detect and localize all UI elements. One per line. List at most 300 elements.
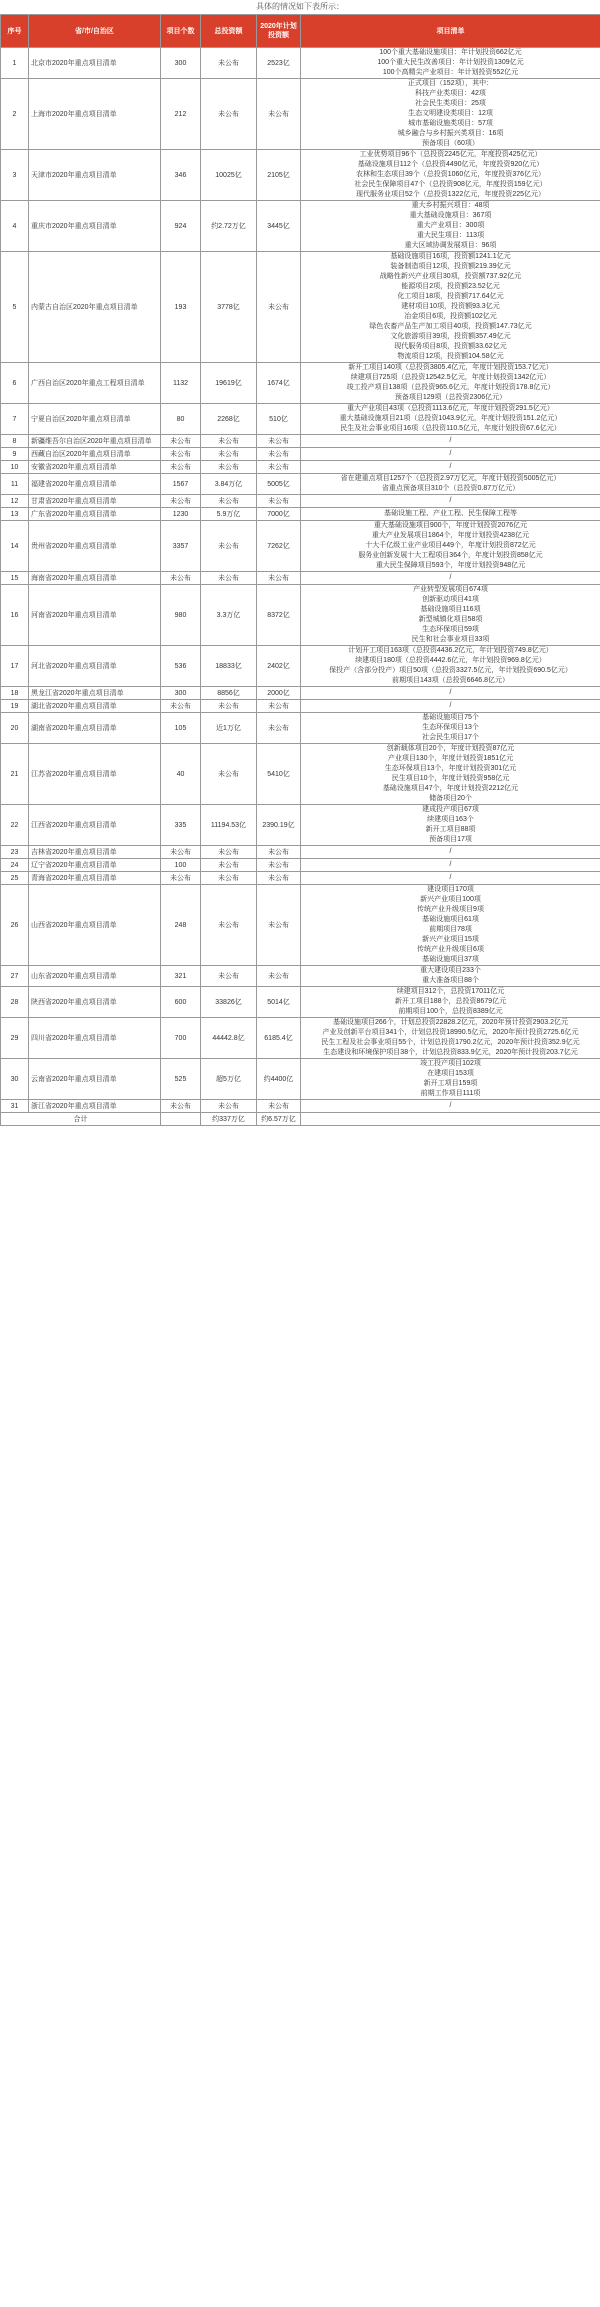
table-row xyxy=(1,687,600,700)
row-project-list xyxy=(301,150,600,201)
table-row xyxy=(1,461,600,474)
total-label: 合计 xyxy=(1,1113,161,1126)
project-list-item: 基础设施项目112个（总投资4490亿元，年度投资920亿元） xyxy=(357,161,544,168)
project-list-item: 传统产业升级项目9项 xyxy=(417,906,484,913)
project-list-item: 重大建设项目233个 xyxy=(420,967,481,974)
project-list-item: 产业项目130个，年度计划投资1851亿元 xyxy=(387,755,514,762)
row-plan-investment: 未公布 xyxy=(257,252,301,363)
row-total-investment: 未公布 xyxy=(201,700,257,713)
project-list-item: / xyxy=(449,874,452,881)
row-project-count: 300 xyxy=(161,687,201,700)
row-province-name: 广东省2020年重点项目清单 xyxy=(29,508,161,521)
project-list-item: 省在建重点项目1257个（总投资2.97万亿元，年度计划投资5005亿元） xyxy=(340,475,561,482)
row-project-count: 未公布 xyxy=(161,572,201,585)
row-project-count: 248 xyxy=(161,885,201,966)
project-list-item: 冶金项目6项，投资额102亿元 xyxy=(404,313,497,320)
project-list-item: 前期工作项目111项 xyxy=(420,1090,481,1097)
row-total-investment: 未公布 xyxy=(201,846,257,859)
row-plan-investment: 1674亿 xyxy=(257,363,301,404)
total-row xyxy=(1,1113,600,1126)
row-seq: 28 xyxy=(1,987,29,1018)
project-list-item: 省重点预备项目310个（总投资0.87万亿元） xyxy=(381,485,520,492)
project-list-item: 续建项目312个，总投资17011亿元 xyxy=(396,988,505,995)
table-row xyxy=(1,1100,600,1113)
row-project-count: 3357 xyxy=(161,521,201,572)
row-total-investment: 44442.8亿 xyxy=(201,1018,257,1059)
row-plan-investment: 8372亿 xyxy=(257,585,301,646)
project-list-item: 新兴产业项目15项 xyxy=(422,936,479,943)
row-project-count: 未公布 xyxy=(161,846,201,859)
row-province-name: 重庆市2020年重点项目清单 xyxy=(29,201,161,252)
row-plan-investment: 5410亿 xyxy=(257,744,301,805)
row-plan-investment: 3445亿 xyxy=(257,201,301,252)
project-list-item: / xyxy=(449,450,452,457)
row-project-list xyxy=(301,363,600,404)
project-list-item: 农林和生态项目39个（总投资1060亿元，年度投资376亿元） xyxy=(355,171,546,178)
row-project-count: 1230 xyxy=(161,508,201,521)
table-body xyxy=(1,48,600,1113)
row-project-count: 100 xyxy=(161,859,201,872)
row-province-name: 广西自治区2020年重点工程项目清单 xyxy=(29,363,161,404)
project-list-item: 重大基础设施项目21项（总投资1043.9亿元，年度计划投资151.2亿元） xyxy=(339,415,562,422)
project-list-item: / xyxy=(449,497,452,504)
project-list-item: 现代服务业项目52个（总投资1322亿元，年度投资225亿元） xyxy=(355,191,546,198)
table-row xyxy=(1,646,600,687)
row-seq: 22 xyxy=(1,805,29,846)
row-province-name: 湖南省2020年重点项目清单 xyxy=(29,713,161,744)
row-project-count: 525 xyxy=(161,1059,201,1100)
project-list-item: 前期项目100个，总投资8389亿元 xyxy=(398,1008,503,1015)
row-total-investment: 未公布 xyxy=(201,859,257,872)
project-list-item: 工业优势项目96个（总投资2245亿元，年度投资425亿元） xyxy=(359,151,542,158)
project-list-item: 现代服务项目8项，投资额33.62亿元 xyxy=(394,343,507,350)
row-plan-investment: 未公布 xyxy=(257,966,301,987)
row-project-list xyxy=(301,572,600,585)
table-row xyxy=(1,79,600,150)
project-list-item: 产业转型发展项目674项 xyxy=(413,586,488,593)
project-list-item: 基础设施工程、产业工程、民生保障工程等 xyxy=(384,510,517,517)
row-project-list xyxy=(301,859,600,872)
row-project-list xyxy=(301,404,600,435)
table-row xyxy=(1,521,600,572)
row-plan-investment: 未公布 xyxy=(257,713,301,744)
row-total-investment: 8856亿 xyxy=(201,687,257,700)
row-plan-investment: 未公布 xyxy=(257,1100,301,1113)
row-plan-investment: 未公布 xyxy=(257,448,301,461)
row-province-name: 黑龙江省2020年重点项目清单 xyxy=(29,687,161,700)
table-row xyxy=(1,508,600,521)
row-total-investment: 5.9万亿 xyxy=(201,508,257,521)
row-plan-investment: 2390.19亿 xyxy=(257,805,301,846)
project-list-item: 计划开工项目163项（总投资4436.2亿元，年计划投资749.8亿元） xyxy=(348,647,553,654)
table-row xyxy=(1,700,600,713)
project-list-item: 在建项目153项 xyxy=(427,1070,474,1077)
row-project-list xyxy=(301,687,600,700)
row-project-list xyxy=(301,885,600,966)
row-seq: 30 xyxy=(1,1059,29,1100)
row-seq: 1 xyxy=(1,48,29,79)
project-list-item: 新开工项目159项 xyxy=(423,1080,478,1087)
table-row xyxy=(1,805,600,846)
row-project-count: 未公布 xyxy=(161,435,201,448)
row-province-name: 宁夏自治区2020年重点项目清单 xyxy=(29,404,161,435)
project-list-item: 社会民生保障项目47个（总投资908亿元，年度投资159亿元） xyxy=(354,181,547,188)
row-plan-investment: 510亿 xyxy=(257,404,301,435)
row-project-count: 600 xyxy=(161,987,201,1018)
project-list-item: 民生项目10个，年度计划投资958亿元 xyxy=(391,775,510,782)
row-total-investment: 近1万亿 xyxy=(201,713,257,744)
row-total-investment: 未公布 xyxy=(201,1100,257,1113)
project-list-item: / xyxy=(449,1102,452,1109)
row-province-name: 山西省2020年重点项目清单 xyxy=(29,885,161,966)
row-total-investment: 33826亿 xyxy=(201,987,257,1018)
table-row xyxy=(1,252,600,363)
project-list-item: 生态环保项目13个，年度计划投资301亿元 xyxy=(384,765,517,772)
province-key-projects-table xyxy=(0,14,600,1126)
project-list-item: 创新载体项目20个，年度计划投资87亿元 xyxy=(386,745,515,752)
row-project-count: 980 xyxy=(161,585,201,646)
row-seq: 27 xyxy=(1,966,29,987)
project-list-item: 重大基础设施项目900个，年度计划投资2076亿元 xyxy=(373,522,528,529)
row-province-name: 浙江省2020年重点项目清单 xyxy=(29,1100,161,1113)
table-row xyxy=(1,885,600,966)
project-list-item: 重大区域协调发展项目：96项 xyxy=(404,242,497,249)
row-project-count: 346 xyxy=(161,150,201,201)
row-province-name: 江西省2020年重点项目清单 xyxy=(29,805,161,846)
table-row xyxy=(1,1059,600,1100)
row-province-name: 四川省2020年重点项目清单 xyxy=(29,1018,161,1059)
row-total-investment: 未公布 xyxy=(201,872,257,885)
project-list-item: 传统产业升级项目6项 xyxy=(417,946,484,953)
row-province-name: 山东省2020年重点项目清单 xyxy=(29,966,161,987)
row-project-count: 924 xyxy=(161,201,201,252)
table-row xyxy=(1,201,600,252)
project-list-item: 社会民生类项目：25项 xyxy=(415,100,486,107)
project-list-item: / xyxy=(449,848,452,855)
project-list-item: 新兴产业项目100项 xyxy=(420,896,481,903)
row-project-list xyxy=(301,495,600,508)
row-project-count: 335 xyxy=(161,805,201,846)
row-seq: 16 xyxy=(1,585,29,646)
project-list-item: 生态环保项目13个 xyxy=(422,724,479,731)
project-list-item: 生态建设和环境保护项目38个，计划总投资833.9亿元，2020年预计投资203.7亿元 xyxy=(323,1049,578,1056)
row-seq: 26 xyxy=(1,885,29,966)
row-seq: 20 xyxy=(1,713,29,744)
row-total-investment: 未公布 xyxy=(201,572,257,585)
row-seq: 17 xyxy=(1,646,29,687)
row-project-list xyxy=(301,508,600,521)
project-list-item: 创新驱动项目41项 xyxy=(422,596,479,603)
row-total-investment: 19619亿 xyxy=(201,363,257,404)
row-seq: 4 xyxy=(1,201,29,252)
row-project-list xyxy=(301,805,600,846)
row-project-list xyxy=(301,846,600,859)
project-list-item: 新开工项目188个，总投资8679亿元 xyxy=(394,998,507,1005)
table-row xyxy=(1,872,600,885)
project-list-item: 100个重大民生改善项目：年计划投资1309亿元 xyxy=(377,59,524,66)
header-list: 项目清单 xyxy=(301,15,600,48)
row-plan-investment: 6185.4亿 xyxy=(257,1018,301,1059)
row-total-investment: 未公布 xyxy=(201,435,257,448)
row-plan-investment: 2000亿 xyxy=(257,687,301,700)
row-plan-investment: 未公布 xyxy=(257,859,301,872)
row-province-name: 江苏省2020年重点项目清单 xyxy=(29,744,161,805)
row-project-list xyxy=(301,700,600,713)
row-seq: 2 xyxy=(1,79,29,150)
row-project-count: 80 xyxy=(161,404,201,435)
row-project-list xyxy=(301,966,600,987)
row-seq: 10 xyxy=(1,461,29,474)
table-row xyxy=(1,495,600,508)
row-seq: 14 xyxy=(1,521,29,572)
project-list-item: 绿色农畜产品生产加工项目40项，投资额147.73亿元 xyxy=(369,323,532,330)
row-project-count: 未公布 xyxy=(161,495,201,508)
total-count xyxy=(161,1113,201,1126)
project-list-item: 基础设施项目75个 xyxy=(422,714,479,721)
row-seq: 3 xyxy=(1,150,29,201)
table-row xyxy=(1,744,600,805)
row-project-list xyxy=(301,872,600,885)
row-plan-investment: 7000亿 xyxy=(257,508,301,521)
row-project-count: 1567 xyxy=(161,474,201,495)
table-row xyxy=(1,585,600,646)
row-project-list xyxy=(301,79,600,150)
row-project-count: 212 xyxy=(161,79,201,150)
row-total-investment: 3.84万亿 xyxy=(201,474,257,495)
row-plan-investment: 未公布 xyxy=(257,461,301,474)
row-province-name: 天津市2020年重点项目清单 xyxy=(29,150,161,201)
project-list-item: 重大准备项目88个 xyxy=(422,977,479,984)
row-project-list xyxy=(301,474,600,495)
row-total-investment: 18833亿 xyxy=(201,646,257,687)
row-plan-investment: 未公布 xyxy=(257,435,301,448)
project-list-item: 产业及创新平台项目341个，计划总投资18990.5亿元，2020年预计投资2725.6亿元 xyxy=(322,1029,579,1036)
row-total-investment: 约2.72万亿 xyxy=(201,201,257,252)
row-project-list xyxy=(301,252,600,363)
total-list xyxy=(301,1113,600,1126)
project-list-item: 竣工投产项目138项（总投资965.6亿元，年度计划投资178.8亿元） xyxy=(346,384,555,391)
row-plan-investment: 2402亿 xyxy=(257,646,301,687)
row-province-name: 西藏自治区2020年重点项目清单 xyxy=(29,448,161,461)
row-total-investment: 未公布 xyxy=(201,448,257,461)
project-list-item: 预备项目129项（总投资2306亿元） xyxy=(394,394,507,401)
project-list-item: 新型城镇化项目58项 xyxy=(418,616,483,623)
table-row xyxy=(1,713,600,744)
table-row xyxy=(1,859,600,872)
project-list-item: 建材项目10项，投资额93.3亿元 xyxy=(401,303,500,310)
row-project-count: 未公布 xyxy=(161,448,201,461)
header-count: 项目个数 xyxy=(161,15,201,48)
row-plan-investment: 未公布 xyxy=(257,700,301,713)
project-list-item: 物流项目12项，投资额104.58亿元 xyxy=(397,353,504,360)
project-list-item: 十大千亿级工业产业项目449个，年度计划投资872亿元 xyxy=(365,542,536,549)
project-list-item: 预备项目17项 xyxy=(429,836,472,843)
project-list-item: 科技产业类项目：42项 xyxy=(415,90,486,97)
row-province-name: 辽宁省2020年重点项目清单 xyxy=(29,859,161,872)
row-total-investment: 11194.53亿 xyxy=(201,805,257,846)
header-seq: 序号 xyxy=(1,15,29,48)
project-list-item: 社会民生项目17个 xyxy=(422,734,479,741)
project-list-item: / xyxy=(449,574,452,581)
row-plan-investment: 未公布 xyxy=(257,872,301,885)
project-list-item: 新开工项目140项（总投资3805.4亿元，年度计划投资153.7亿元） xyxy=(348,364,553,371)
project-list-item: 民生及社会事业项目16项（总投资110.5亿元，年度计划投资67.6亿元） xyxy=(340,425,561,432)
project-list-item: 100个高精尖产业项目：年计划投资552亿元 xyxy=(382,69,519,76)
row-plan-investment: 未公布 xyxy=(257,79,301,150)
project-list-item: 基础设施项目37项 xyxy=(422,956,479,963)
row-seq: 25 xyxy=(1,872,29,885)
row-project-list xyxy=(301,987,600,1018)
row-total-investment: 10025亿 xyxy=(201,150,257,201)
table-row xyxy=(1,435,600,448)
row-seq: 6 xyxy=(1,363,29,404)
row-seq: 24 xyxy=(1,859,29,872)
project-list-item: 重大民生项目：113项 xyxy=(416,232,485,239)
project-list-item: / xyxy=(449,463,452,470)
row-province-name: 吉林省2020年重点项目清单 xyxy=(29,846,161,859)
row-seq: 29 xyxy=(1,1018,29,1059)
row-seq: 18 xyxy=(1,687,29,700)
project-list-item: 重大产业项目：300项 xyxy=(416,222,485,229)
project-list-item: 续建项目180项（总投资4442.6亿元，年计划投资969.8亿元） xyxy=(355,657,546,664)
row-plan-investment: 2105亿 xyxy=(257,150,301,201)
row-seq: 15 xyxy=(1,572,29,585)
project-list-item: 建成投产项目67项 xyxy=(422,806,479,813)
project-list-item: 100个重大基础设施项目：年计划投资662亿元 xyxy=(379,49,522,56)
table-row xyxy=(1,363,600,404)
row-province-name: 陕西省2020年重点项目清单 xyxy=(29,987,161,1018)
row-total-investment: 3.3万亿 xyxy=(201,585,257,646)
project-list-item: 文化旅游项目39项，投资额357.49亿元 xyxy=(390,333,511,340)
row-plan-investment: 2523亿 xyxy=(257,48,301,79)
row-total-investment: 超5万亿 xyxy=(201,1059,257,1100)
row-seq: 31 xyxy=(1,1100,29,1113)
header-province: 省/市/自治区 xyxy=(29,15,161,48)
project-list-item: 重大产业项目43项（总投资1113.6亿元，年度计划投资291.5亿元） xyxy=(347,405,554,412)
project-list-item: 重大基础设施项目：367项 xyxy=(409,212,492,219)
project-list-item: 续建项目163个 xyxy=(427,816,474,823)
row-province-name: 湖北省2020年重点项目清单 xyxy=(29,700,161,713)
project-list-item: 城市基础设施类项目：57项 xyxy=(408,120,493,127)
row-province-name: 新疆维吾尔自治区2020年重点项目清单 xyxy=(29,435,161,448)
table-row xyxy=(1,48,600,79)
project-list-item: 重大民生保障项目593个，年度计划投资948亿元 xyxy=(375,562,526,569)
row-project-list xyxy=(301,585,600,646)
project-list-item: 战略性新兴产业项目30项，投资额737.92亿元 xyxy=(379,273,522,280)
row-total-investment: 未公布 xyxy=(201,461,257,474)
project-list-item: 生态环保项目59项 xyxy=(422,626,479,633)
project-list-item: 服务业创新发展十大工程项目364个，年度计划投资858亿元 xyxy=(358,552,543,559)
row-plan-investment: 未公布 xyxy=(257,846,301,859)
row-project-count: 40 xyxy=(161,744,201,805)
project-list-item: 储备项目20个 xyxy=(429,795,472,802)
row-project-list xyxy=(301,435,600,448)
project-list-item: 重大产业发展项目1864个，年度计划投资4238亿元 xyxy=(371,532,530,539)
row-project-count: 193 xyxy=(161,252,201,363)
row-seq: 8 xyxy=(1,435,29,448)
row-project-list xyxy=(301,201,600,252)
project-list-item: 民生和社会事业项目33项 xyxy=(411,636,490,643)
row-plan-investment: 5014亿 xyxy=(257,987,301,1018)
project-list-item: / xyxy=(449,702,452,709)
row-plan-investment: 约4400亿 xyxy=(257,1059,301,1100)
table-row xyxy=(1,448,600,461)
row-project-list xyxy=(301,1100,600,1113)
project-list-item: 预备项目（60项） xyxy=(422,140,479,147)
project-list-item: 新开工项目88项 xyxy=(425,826,476,833)
row-province-name: 上海市2020年重点项目清单 xyxy=(29,79,161,150)
project-list-item: 能源项目2项，投资额23.52亿元 xyxy=(401,283,500,290)
row-seq: 13 xyxy=(1,508,29,521)
row-seq: 23 xyxy=(1,846,29,859)
row-project-count: 未公布 xyxy=(161,872,201,885)
table-row xyxy=(1,846,600,859)
project-list-item: 基础设施项目116项 xyxy=(420,606,481,613)
total-investment: 约337万亿 xyxy=(201,1113,257,1126)
project-list-item: / xyxy=(449,689,452,696)
row-province-name: 福建省2020年重点项目清单 xyxy=(29,474,161,495)
row-project-count: 105 xyxy=(161,713,201,744)
row-province-name: 内蒙古自治区2020年重点项目清单 xyxy=(29,252,161,363)
row-seq: 9 xyxy=(1,448,29,461)
row-plan-investment: 未公布 xyxy=(257,885,301,966)
row-total-investment: 未公布 xyxy=(201,744,257,805)
project-list-item: / xyxy=(449,861,452,868)
project-list-item: 重大乡村振兴项目：48项 xyxy=(411,202,490,209)
row-seq: 12 xyxy=(1,495,29,508)
row-project-list xyxy=(301,521,600,572)
row-seq: 21 xyxy=(1,744,29,805)
row-total-investment: 2268亿 xyxy=(201,404,257,435)
row-total-investment: 3778亿 xyxy=(201,252,257,363)
row-total-investment: 未公布 xyxy=(201,495,257,508)
total-plan: 约6.57万亿 xyxy=(257,1113,301,1126)
row-province-name: 甘肃省2020年重点项目清单 xyxy=(29,495,161,508)
row-total-investment: 未公布 xyxy=(201,966,257,987)
project-list-item: 民生工程及社会事业项目55个，计划总投资1790.2亿元，2020年预计投资352.9亿元 xyxy=(321,1039,580,1046)
row-seq: 7 xyxy=(1,404,29,435)
project-list-item: 基础设施项目47个，年度计划投资2212亿元 xyxy=(382,785,519,792)
row-project-list xyxy=(301,1059,600,1100)
project-list-item: / xyxy=(449,437,452,444)
row-project-list xyxy=(301,646,600,687)
row-plan-investment: 7262亿 xyxy=(257,521,301,572)
project-list-item: 城乡融合与乡村振兴类项目：16项 xyxy=(397,130,504,137)
row-project-count: 未公布 xyxy=(161,700,201,713)
row-project-count: 1132 xyxy=(161,363,201,404)
row-province-name: 安徽省2020年重点项目清单 xyxy=(29,461,161,474)
row-province-name: 北京市2020年重点项目清单 xyxy=(29,48,161,79)
project-list-item: 基础设施项目266个，计划总投资22828.2亿元，2020年预计投资2903.2亿元 xyxy=(333,1019,568,1026)
row-seq: 11 xyxy=(1,474,29,495)
row-project-list xyxy=(301,1018,600,1059)
project-list-item: 竣工投产项目102项 xyxy=(420,1060,481,1067)
row-project-count: 536 xyxy=(161,646,201,687)
project-list-item: 基础设施项目16项，投资额1241.1亿元 xyxy=(390,253,511,260)
table-header xyxy=(1,15,600,48)
row-total-investment: 未公布 xyxy=(201,885,257,966)
table-row xyxy=(1,572,600,585)
row-total-investment: 未公布 xyxy=(201,521,257,572)
project-list-item: 生态文明建设类项目：12项 xyxy=(408,110,493,117)
row-province-name: 海南省2020年重点项目清单 xyxy=(29,572,161,585)
row-plan-investment: 未公布 xyxy=(257,495,301,508)
project-list-item: 保投产（含部分投产）项目50项（总投资3327.5亿元，年计划投资690.5亿元） xyxy=(329,667,572,674)
row-seq: 5 xyxy=(1,252,29,363)
project-list-item: 前期项目143项（总投资6646.8亿元） xyxy=(391,677,510,684)
row-project-list xyxy=(301,461,600,474)
row-province-name: 云南省2020年重点项目清单 xyxy=(29,1059,161,1100)
